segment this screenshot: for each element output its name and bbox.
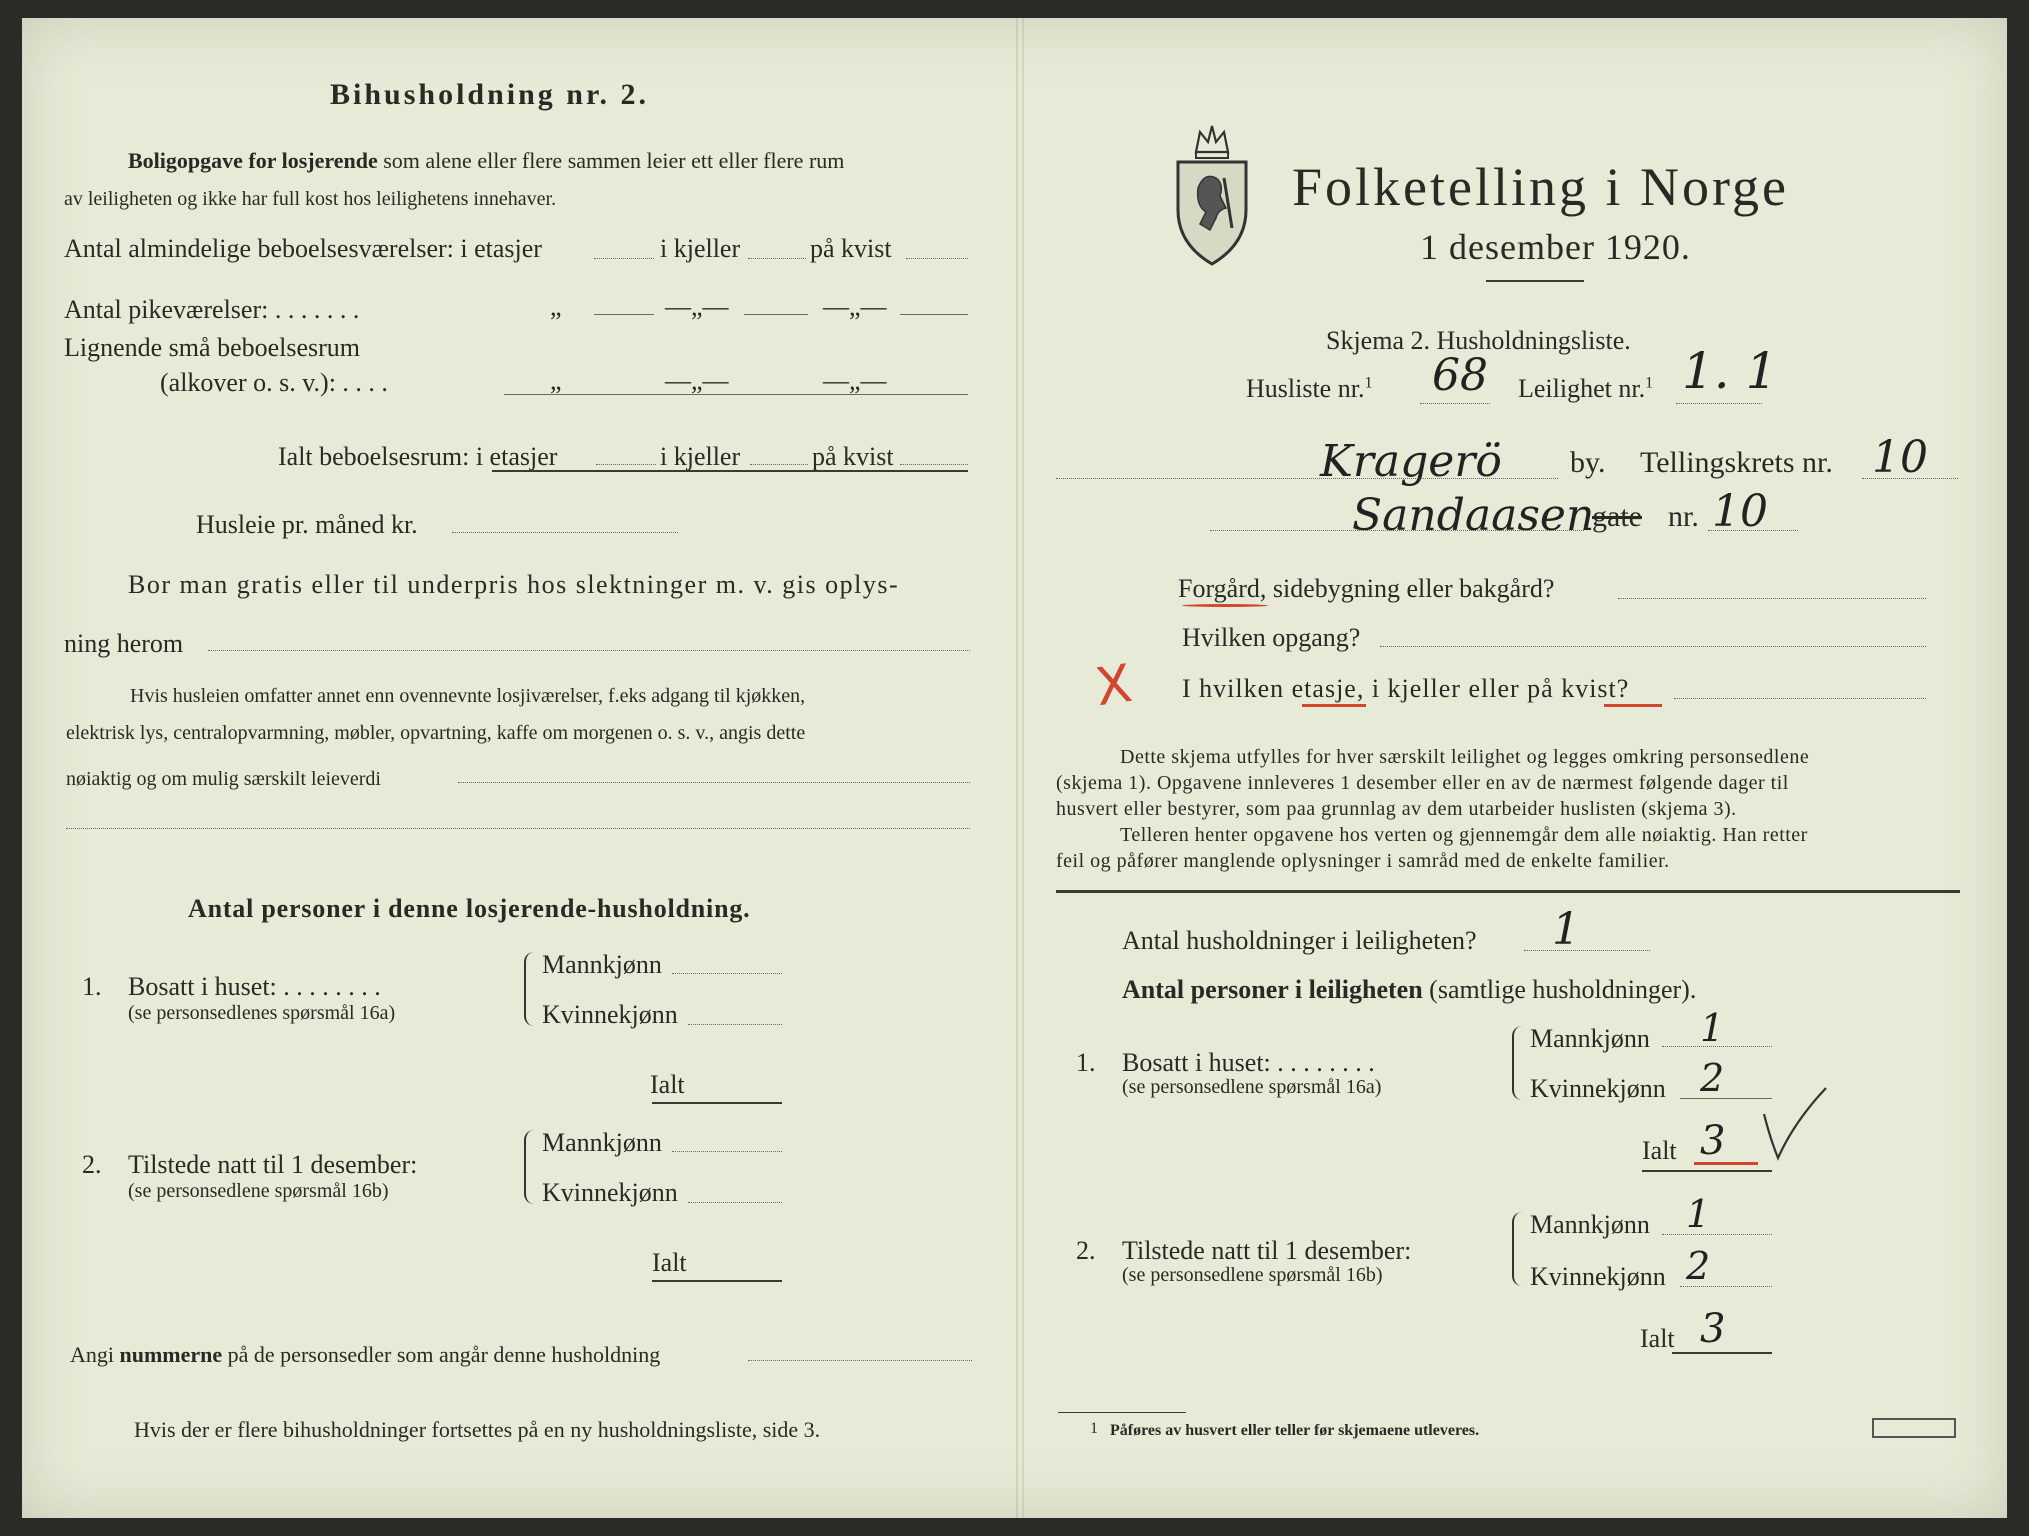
lign-ditto-2: —„— bbox=[665, 366, 729, 395]
left-q2-ialt-field[interactable] bbox=[652, 1280, 782, 1282]
angi-pre: Angi bbox=[70, 1342, 114, 1367]
right-q2-ialt-label: Ialt bbox=[1640, 1324, 1675, 1353]
street-nr-value: 10 bbox=[1712, 486, 1768, 537]
antal-pers-bold: Antal personer i leiligheten bbox=[1122, 975, 1423, 1004]
leilighet-value: 1. 1 bbox=[1682, 342, 1778, 400]
intro-rest: som alene eller flere sammen leier ett eller flere rum bbox=[383, 148, 845, 173]
forgaard-question: Forgård, sidebygning eller bakgård? bbox=[1178, 574, 1555, 603]
angi-field[interactable] bbox=[748, 1360, 972, 1361]
rooms-kvist-label: på kvist bbox=[810, 234, 892, 263]
right-q1-num: 1. bbox=[1076, 1048, 1096, 1077]
left-q2-num: 2. bbox=[82, 1150, 102, 1179]
info-line-2: (skjema 1). Opgavene innleveres 1 desember eller en av de nærmest følgende dager til bbox=[1056, 772, 1789, 794]
left-q1-kvinne-label: Kvinnekjønn bbox=[542, 1000, 678, 1029]
right-q2-sub: (se personsedlene spørsmål 16b) bbox=[1122, 1264, 1383, 1286]
leilighet-label bbox=[1518, 374, 1653, 404]
left-q1-sub: (se personsedlenes spørsmål 16a) bbox=[128, 1002, 396, 1024]
printer-stamp-icon bbox=[1872, 1418, 1956, 1438]
pike-ditto-2: —„— bbox=[665, 292, 729, 321]
town-value: Kragerö bbox=[1320, 436, 1502, 487]
krets-value: 10 bbox=[1872, 432, 1928, 483]
right-title: Folketelling i Norge bbox=[1292, 157, 1789, 217]
left-q2-kvinne-field[interactable] bbox=[688, 1202, 782, 1203]
angi-line bbox=[70, 1342, 660, 1368]
left-q2-brace bbox=[524, 1130, 538, 1204]
left-q2-kvinne-label: Kvinnekjønn bbox=[542, 1178, 678, 1207]
ialt-kjeller-field[interactable] bbox=[750, 464, 808, 465]
left-q1-ialt-label: Ialt bbox=[650, 1070, 685, 1099]
ialt-kvist-field[interactable] bbox=[900, 464, 968, 465]
right-q2-mann-label: Mannkjønn bbox=[1530, 1210, 1650, 1239]
ialt-kvist-label: på kvist bbox=[812, 442, 894, 471]
street-field[interactable] bbox=[1210, 530, 1584, 531]
pike-ditto-3: —„— bbox=[823, 292, 887, 321]
bor-man-line-2: ning herom bbox=[64, 629, 184, 658]
right-q2-ialt-field[interactable] bbox=[1672, 1352, 1772, 1354]
antal-pers-rest: (samtlige husholdninger). bbox=[1429, 975, 1697, 1004]
left-q2-mann-field[interactable] bbox=[672, 1151, 782, 1152]
ialt-red-underline bbox=[1694, 1162, 1758, 1165]
right-q1-kvinne-value: 2 bbox=[1700, 1056, 1725, 1100]
right-q2-kvinne-label: Kvinnekjønn bbox=[1530, 1262, 1666, 1291]
by-label: by. bbox=[1570, 446, 1606, 479]
husliste-label bbox=[1246, 374, 1372, 404]
left-q2-label: Tilstede natt til 1 desember: bbox=[128, 1150, 418, 1179]
right-q1-sub: (se personsedlene spørsmål 16a) bbox=[1122, 1076, 1382, 1098]
opgang-question: Hvilken opgang? bbox=[1182, 623, 1361, 652]
lign-ditto-3: —„— bbox=[823, 366, 887, 395]
antal-hush-field[interactable] bbox=[1524, 950, 1650, 951]
left-title: Bihusholdning nr. 2. bbox=[330, 78, 650, 111]
check-mark-icon bbox=[1760, 1084, 1830, 1164]
right-q2-num: 2. bbox=[1076, 1236, 1096, 1265]
lign-label-2: (alkover o. s. v.): . . . . bbox=[160, 368, 388, 397]
etasje-field[interactable] bbox=[1674, 698, 1926, 699]
census-date: 1 desember 1920. bbox=[1420, 227, 1691, 267]
angi-rest: på de personsedler som angår denne husholdning bbox=[227, 1342, 661, 1367]
info-line-3: husvert eller bestyrer, som paa grunnlag av dem utarbeider huslisten (skjema 3). bbox=[1056, 798, 1737, 820]
right-q2-ialt-value: 3 bbox=[1700, 1306, 1726, 1352]
gate-label: gate bbox=[1592, 500, 1642, 533]
right-q1-kvinne-field[interactable] bbox=[1680, 1098, 1772, 1099]
antal-hush-label: Antal husholdninger i leiligheten? bbox=[1122, 926, 1477, 955]
ialt-kjeller-label: i kjeller bbox=[660, 442, 741, 471]
norwegian-coat-of-arms-icon bbox=[1170, 118, 1254, 268]
right-q2-brace bbox=[1512, 1212, 1526, 1286]
left-q2-sub: (se personsedlene spørsmål 16b) bbox=[128, 1180, 389, 1202]
rooms-kjeller-label: i kjeller bbox=[660, 234, 741, 263]
left-footer-note: Hvis der er flere bihusholdninger fortsettes på en ny husholdningsliste, side 3. bbox=[134, 1417, 821, 1442]
rooms-etasjer-field[interactable] bbox=[594, 258, 654, 259]
krets-field[interactable] bbox=[1862, 478, 1958, 479]
ialt-underline bbox=[492, 470, 968, 472]
pike-ditto-1: „ bbox=[550, 292, 562, 321]
krets-label: Tellingskrets nr. bbox=[1640, 446, 1833, 479]
right-q1-label: Bosatt i huset: . . . . . . . . bbox=[1122, 1048, 1375, 1077]
right-q2-mann-value: 1 bbox=[1686, 1192, 1711, 1236]
right-q1-ialt-value: 3 bbox=[1700, 1118, 1726, 1164]
right-q2-kvinne-value: 2 bbox=[1686, 1244, 1711, 1288]
rooms-label: Antal almindelige beboelsesværelser: i etasjer bbox=[64, 234, 542, 263]
left-q1-label: Bosatt i huset: . . . . . . . . bbox=[128, 972, 381, 1001]
info-line-1: Dette skjema utfylles for hver særskilt leilighet og legges omkring personsedlene bbox=[1120, 746, 1810, 768]
info-line-5: feil og påfører manglende oplysninger i samråd med de enkelte familier. bbox=[1056, 850, 1670, 872]
intro-line-2: av leiligheten og ikke har full kost hos leilighetens innehaver. bbox=[64, 188, 557, 210]
lign-ditto-1: „ bbox=[550, 366, 562, 395]
pike-field-2[interactable] bbox=[744, 314, 808, 315]
page-fold bbox=[1016, 18, 1024, 1518]
right-q2-kvinne-field[interactable] bbox=[1680, 1286, 1772, 1287]
pike-field-3[interactable] bbox=[900, 314, 968, 315]
lign-label-1: Lignende små beboelsesrum bbox=[64, 333, 361, 362]
street-nr-label: nr. bbox=[1668, 500, 1699, 533]
red-x-mark: X bbox=[1091, 653, 1136, 719]
ialt-rooms-label: Ialt beboelsesrum: i etasjer bbox=[278, 442, 558, 471]
hvis-line-3: nøiaktig og om mulig særskilt leieverdi bbox=[66, 768, 381, 790]
right-q1-mann-field[interactable] bbox=[1662, 1046, 1772, 1047]
left-q1-kvinne-field[interactable] bbox=[688, 1024, 782, 1025]
antal-hush-value: 1 bbox=[1552, 904, 1580, 955]
angi-bold: nummerne bbox=[119, 1342, 223, 1367]
husliste-text: Husliste nr. bbox=[1246, 374, 1365, 403]
left-antal-heading: Antal personer i denne losjerende-husholdning. bbox=[188, 894, 751, 923]
right-q1-mann-value: 1 bbox=[1700, 1006, 1725, 1050]
right-q2-mann-field[interactable] bbox=[1662, 1234, 1772, 1235]
intro-line-1 bbox=[128, 148, 844, 174]
left-q2-mann-label: Mannkjønn bbox=[542, 1128, 662, 1157]
pike-field-1[interactable] bbox=[594, 314, 654, 315]
husleie-field[interactable] bbox=[452, 532, 678, 533]
right-q1-kvinne-label: Kvinnekjønn bbox=[1530, 1074, 1666, 1103]
leieverdi-field[interactable] bbox=[458, 782, 970, 783]
husleie-label: Husleie pr. måned kr. bbox=[196, 510, 418, 539]
rooms-kjeller-field[interactable] bbox=[748, 258, 806, 259]
etasje-question: I hvilken etasje, i kjeller eller på kvist? bbox=[1182, 674, 1630, 703]
forgaard-red-underline bbox=[1182, 604, 1268, 607]
right-q1-brace bbox=[1512, 1026, 1526, 1100]
husliste-value: 68 bbox=[1432, 350, 1488, 401]
bor-man-field[interactable] bbox=[208, 650, 970, 651]
right-q2-label: Tilstede natt til 1 desember: bbox=[1122, 1236, 1412, 1265]
street-value: Sandaasen bbox=[1352, 490, 1595, 541]
rooms-kvist-field[interactable] bbox=[906, 258, 968, 259]
etasje-red-underline bbox=[1302, 704, 1366, 707]
leilighet-text: Leilighet nr. bbox=[1518, 374, 1646, 403]
left-q1-brace bbox=[524, 952, 538, 1026]
left-q1-mann-label: Mannkjønn bbox=[542, 950, 662, 979]
kvist-red-underline bbox=[1604, 704, 1662, 707]
husliste-field[interactable] bbox=[1420, 403, 1490, 404]
info-line-4: Telleren henter opgavene hos verten og gjennemgår dem alle nøiaktig. Han retter bbox=[1120, 824, 1808, 846]
footnote-text: Påføres av husvert eller teller før skjemaene utleveres. bbox=[1110, 1422, 1480, 1439]
husliste-footnote-mark: 1 bbox=[1364, 374, 1373, 392]
forgaard-field[interactable] bbox=[1618, 598, 1926, 599]
leilighet-field[interactable] bbox=[1676, 403, 1762, 404]
skjema-label: Skjema 2. Husholdningsliste. bbox=[1326, 326, 1631, 355]
antal-pers-heading bbox=[1122, 975, 1696, 1005]
bor-man-line-1: Bor man gratis eller til underpris hos slektninger m. v. gis oplys- bbox=[128, 570, 900, 599]
left-q2-ialt-label: Ialt bbox=[652, 1248, 687, 1277]
opgang-field[interactable] bbox=[1380, 646, 1926, 647]
hvis-line-1: Hvis husleien omfatter annet enn ovennevnte losjiværelser, f.eks adgang til kjøkken, bbox=[130, 685, 806, 707]
hvis-line-2: elektrisk lys, centralopvarmning, møbler, opvartning, kaffe om morgenen o. s. v., angis dette bbox=[66, 722, 806, 744]
leilighet-footnote-mark: 1 bbox=[1645, 374, 1654, 392]
right-q1-ialt-field[interactable] bbox=[1642, 1170, 1772, 1172]
right-q1-mann-label: Mannkjønn bbox=[1530, 1024, 1650, 1053]
left-q1-ialt-field[interactable] bbox=[652, 1102, 782, 1104]
left-q1-mann-field[interactable] bbox=[672, 973, 782, 974]
ialt-etasjer-field[interactable] bbox=[596, 464, 656, 465]
footnote-rule bbox=[1058, 1412, 1186, 1413]
left-q1-num: 1. bbox=[82, 972, 102, 1001]
lign-field[interactable] bbox=[504, 394, 968, 395]
intro-bold: Boligopgave for losjerende bbox=[128, 148, 378, 173]
date-underline bbox=[1486, 280, 1584, 282]
info-separator bbox=[1056, 890, 1960, 893]
extra-field-line[interactable] bbox=[66, 828, 970, 829]
footnote-mark: 1 bbox=[1090, 1420, 1098, 1437]
town-field[interactable] bbox=[1056, 478, 1558, 479]
pike-label: Antal pikeværelser: . . . . . . . bbox=[64, 295, 360, 324]
street-nr-field[interactable] bbox=[1708, 530, 1798, 531]
right-q1-ialt-label: Ialt bbox=[1642, 1136, 1677, 1165]
